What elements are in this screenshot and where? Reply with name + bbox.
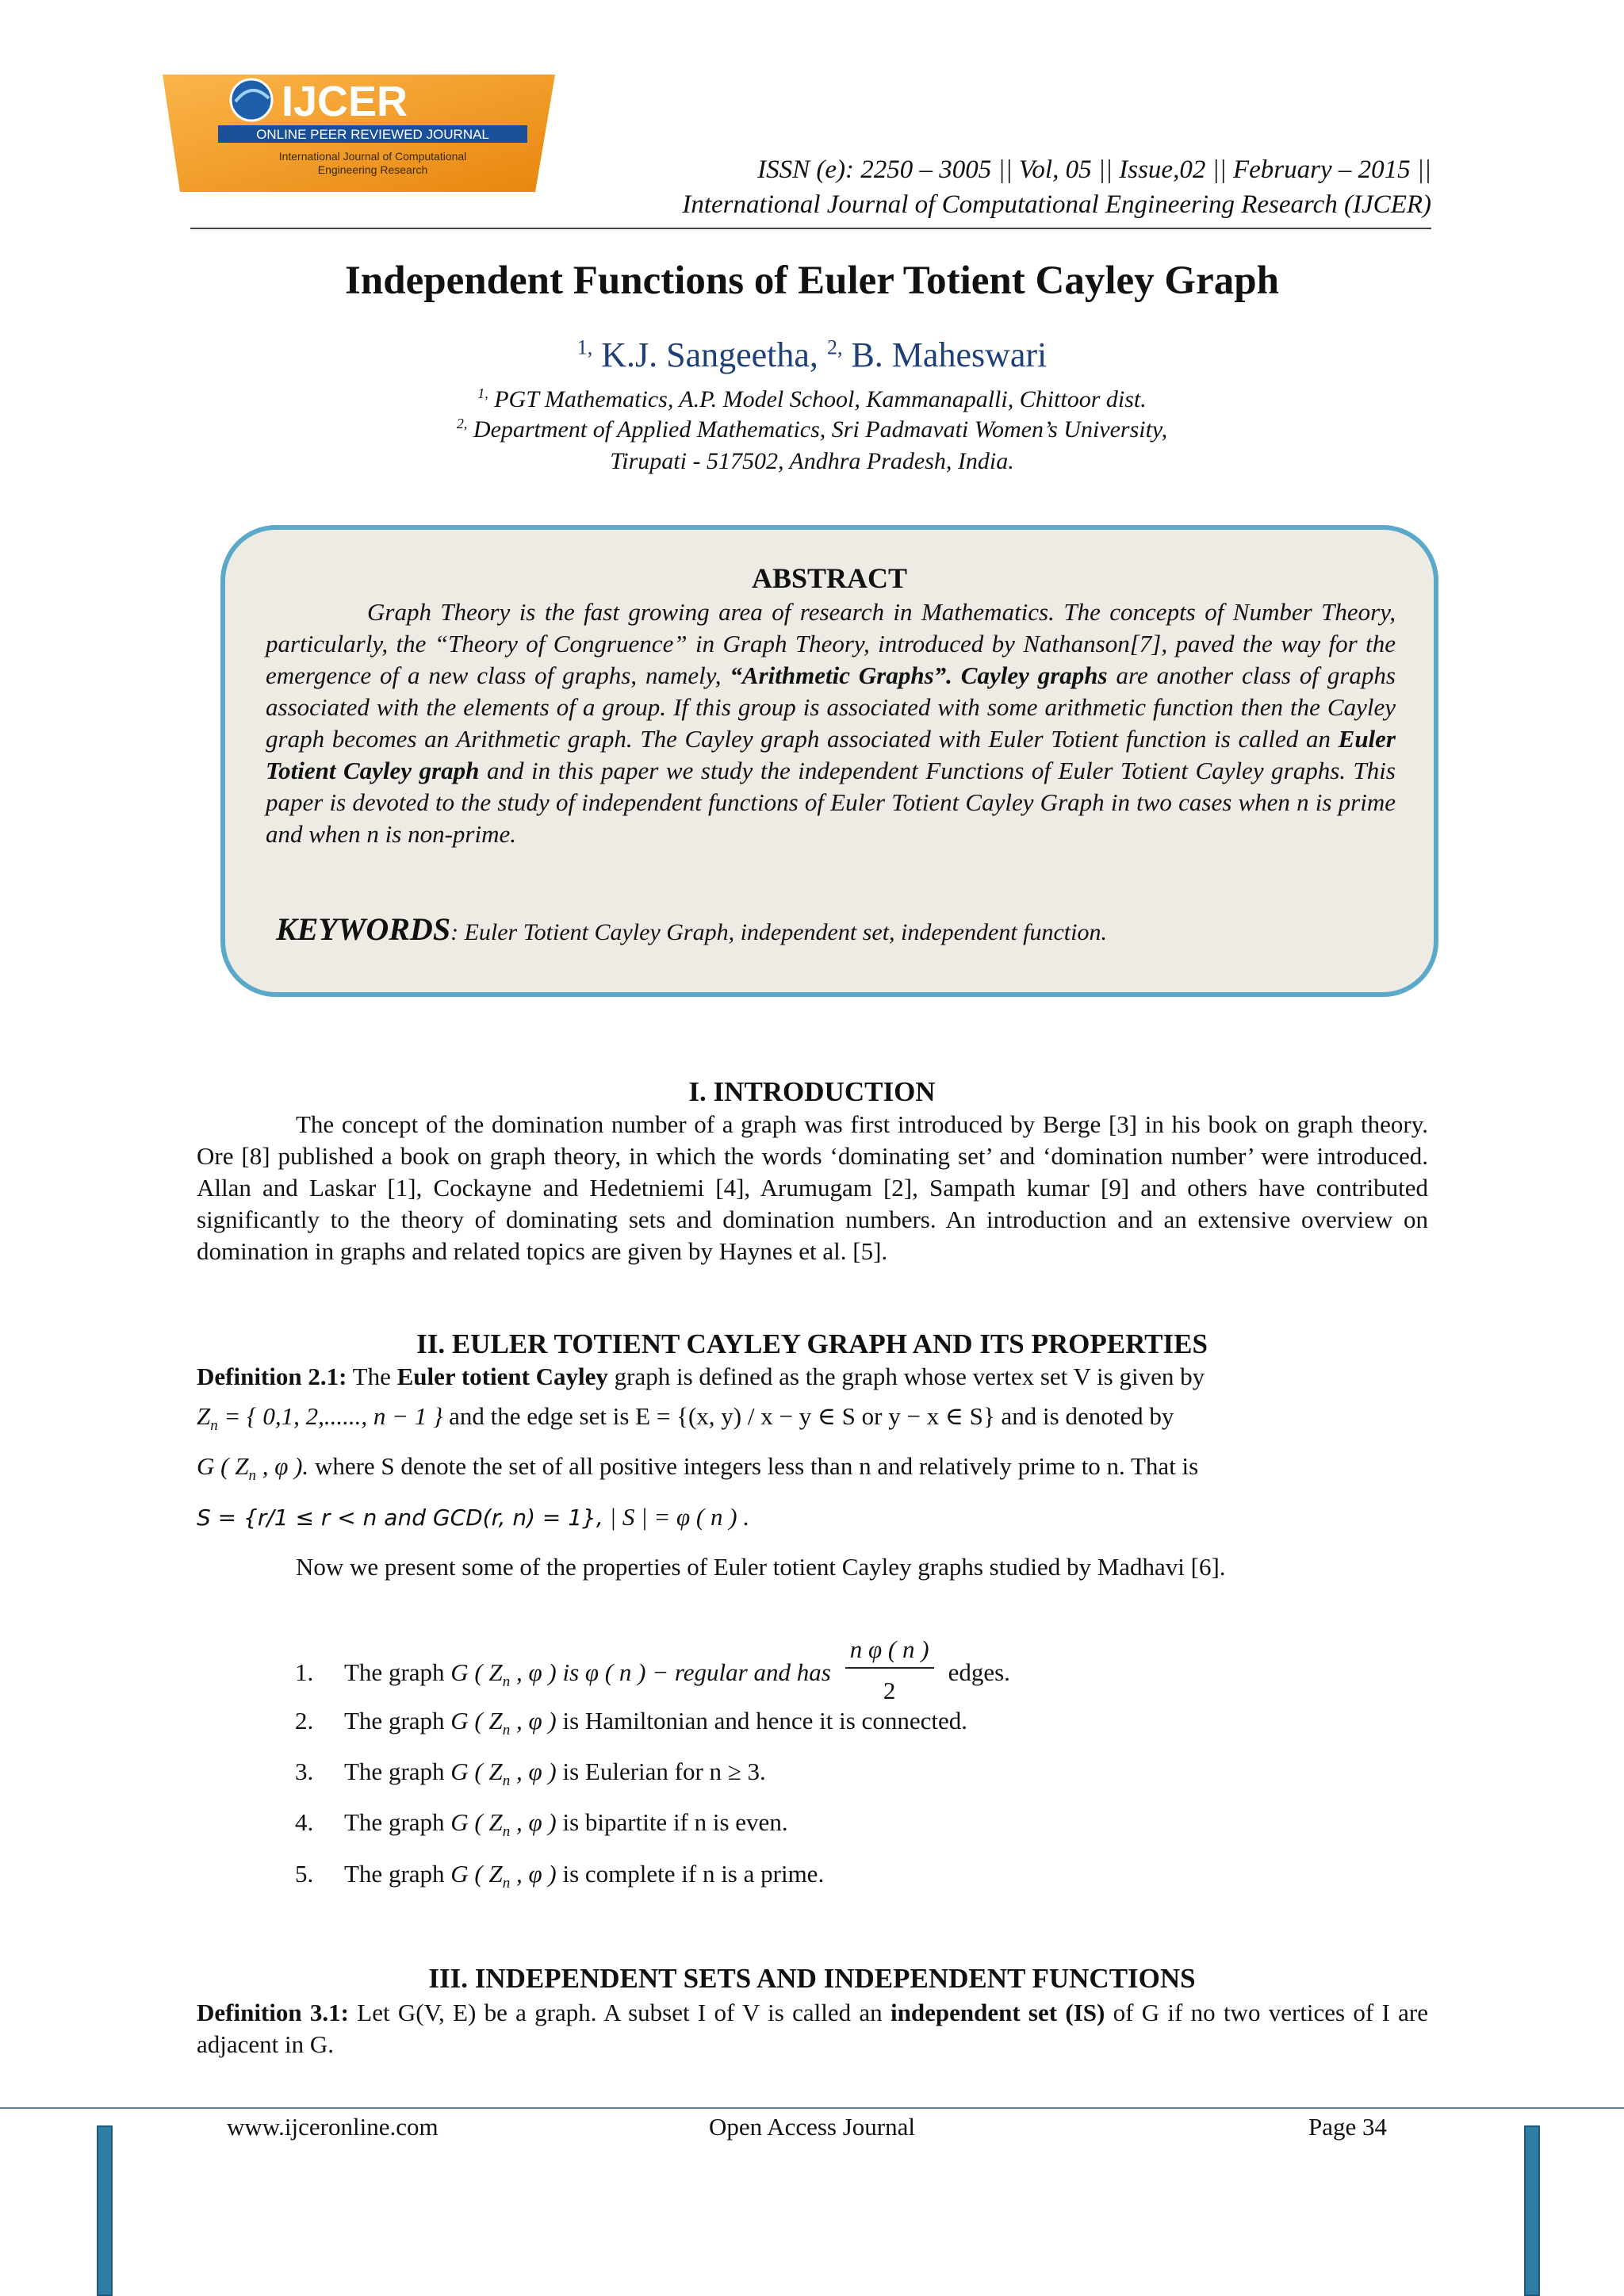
author-2-mark: 2,	[826, 335, 843, 359]
affiliation-2-address: Tirupati - 517502, Andhra Pradesh, India.	[610, 448, 1014, 474]
logo-subtitle-2: Engineering Research	[317, 163, 428, 176]
journal-issn-line: ISSN (e): 2250 – 3005 || Vol, 05 || Issue,02 || February – 2015 ||	[757, 155, 1431, 184]
footer-open-access: Open Access Journal	[709, 2113, 915, 2141]
keywords-text: Euler Totient Cayley Graph, independent set, independent function.	[458, 919, 1107, 945]
header-rule	[190, 228, 1431, 229]
footer-website: www.ijceronline.com	[227, 2113, 439, 2141]
section-1-heading: I. INTRODUCTION	[688, 1076, 936, 1107]
abstract-heading: ABSTRACT	[751, 562, 908, 594]
keywords-label: KEYWORDS	[276, 911, 451, 947]
definition-2-1-line-1: Definition 2.1: The Euler totient Cayley graph is defined as the graph whose vertex set V is given by	[197, 1363, 1205, 1390]
affiliation-1: $^{1,}$ PGT Mathematics, A.P. Model School, Kammanapalli, Chittoor dist.	[477, 385, 1147, 412]
affiliation-2: $^{2,}$ Department of Applied Mathematics, Sri Padmavati Women’s University,	[456, 416, 1168, 443]
property-item: 5. The graph G ( $Z_n$ , φ ) is complete if n is a prime.	[295, 1860, 825, 1892]
definition-2-1-line-2: $Z_n$ = { 0,1, 2,......, n − 1 } and the edge set is E = {(x, y) / x − y ∈ S or y − x ∈ S} and is denoted by	[197, 1402, 1174, 1435]
footer-page-number: Page 34	[1308, 2113, 1388, 2141]
s-set-definition: S = {r/1 ≤ r < n and GCD(r, n) = 1},	[197, 1504, 603, 1531]
s-cardinality: | S | = φ ( n ) .	[603, 1503, 750, 1531]
author-list	[0, 335, 1624, 375]
ijcer-logo	[163, 70, 559, 197]
edge-count-fraction: $\frac{\text{n φ ( n )}}{2}$	[845, 1635, 934, 1705]
definition-3-1: Definition 3.1: Let G(V, E) be a graph. A subset I of V is called an independent set (IS) of G if no two vertices of I are adjacent in G.	[197, 1999, 1428, 2058]
logo-name: IJCER	[282, 78, 408, 125]
section-3-heading: III. INDEPENDENT SETS AND INDEPENDENT FUNCTIONS	[428, 1963, 1196, 1994]
abstract-text: Graph Theory is the fast growing area of research in Mathematics. The concepts of Number Theory, particularly, the “Theory of Congruence” in Graph Theory, introduced by Nathanson[7], paved the way for the emergence of a new class of graphs, namely, “Arithmetic Graphs”. Cayley graphs are another class of graphs associated with the elements of a group. If this group is associated with some arithmetic function then the Cayley graph becomes an Arithmetic graph. The Cayley graph associated with Euler Totient function is called an Euler Totient Cayley graph and in this paper we study the independent Functions of Euler Totient Cayley graphs. This paper is devoted to the study of independent functions of Euler Totient Cayley Graph in two cases when n is prime and when n is non-prime.	[266, 598, 1396, 848]
author-1: K.J. Sangeetha,	[601, 335, 818, 374]
footer-left-bar	[97, 2125, 113, 2296]
logo-subtitle-1: International Journal of Computational	[278, 150, 467, 163]
property-item: 4. The graph G ( $Z_n$ , φ ) is bipartite if n is even.	[295, 1808, 788, 1841]
introduction-paragraph: The concept of the domination number of a graph was first introduced by Berge [3] in his book on graph theory. Ore [8] published a book on graph theory, in which the words ‘dominating set’ and ‘domination number’ were introduced. Allan and Laskar [1], Cockayne and Hedetniemi [4], Arumugam [2], Sampath kumar [9] and others have contributed significantly to the theory of dominating sets and domination numbers. An introduction and an extensive overview on domination in graphs and related topics are given by Haynes et al. [5].	[197, 1110, 1428, 1265]
author-1-mark: 1,	[576, 335, 593, 359]
keywords: KEYWORDS: Euler Totient Cayley Graph, independent set, independent function.	[276, 911, 1107, 947]
footer-right-bar	[1524, 2125, 1540, 2296]
definition-2-1-line-4	[197, 1503, 749, 1531]
definition-2-1-line-3: G ( $Z_n$ , φ ). where S denote the set of all positive integers less than n and relatively prime to n. That is	[197, 1452, 1199, 1485]
paper-title: Independent Functions of Euler Totient Cayley Graph	[345, 259, 1279, 303]
journal-name-line: International Journal of Computational Engineering Research (IJCER)	[682, 190, 1431, 219]
zn-expression: $Z_n$ = { 0,1, 2,......, n − 1 }	[197, 1402, 443, 1435]
logo-tagline: ONLINE PEER REVIEWED JOURNAL	[256, 127, 489, 142]
footer-rule	[0, 2107, 1624, 2109]
properties-intro: Now we present some of the properties of Euler totient Cayley graphs studied by Madhavi [6].	[296, 1553, 1226, 1581]
property-item: 1. The graph G ( $Z_n$ , φ ) is φ ( n ) − regular and has $\frac{\text{n φ ( n )}}{2}$ edges.	[295, 1635, 1010, 1704]
author-2: B. Maheswari	[851, 335, 1048, 374]
property-item: 2. The graph G ( $Z_n$ , φ ) is Hamiltonian and hence it is connected.	[295, 1707, 967, 1739]
property-item: 3. The graph G ( $Z_n$ , φ ) is Eulerian for n ≥ 3.	[295, 1757, 766, 1790]
graph-expression: G ( $Z_n$ , φ ).	[197, 1452, 309, 1485]
section-2-heading: II. EULER TOTIENT CAYLEY GRAPH AND ITS PROPERTIES	[416, 1328, 1208, 1359]
